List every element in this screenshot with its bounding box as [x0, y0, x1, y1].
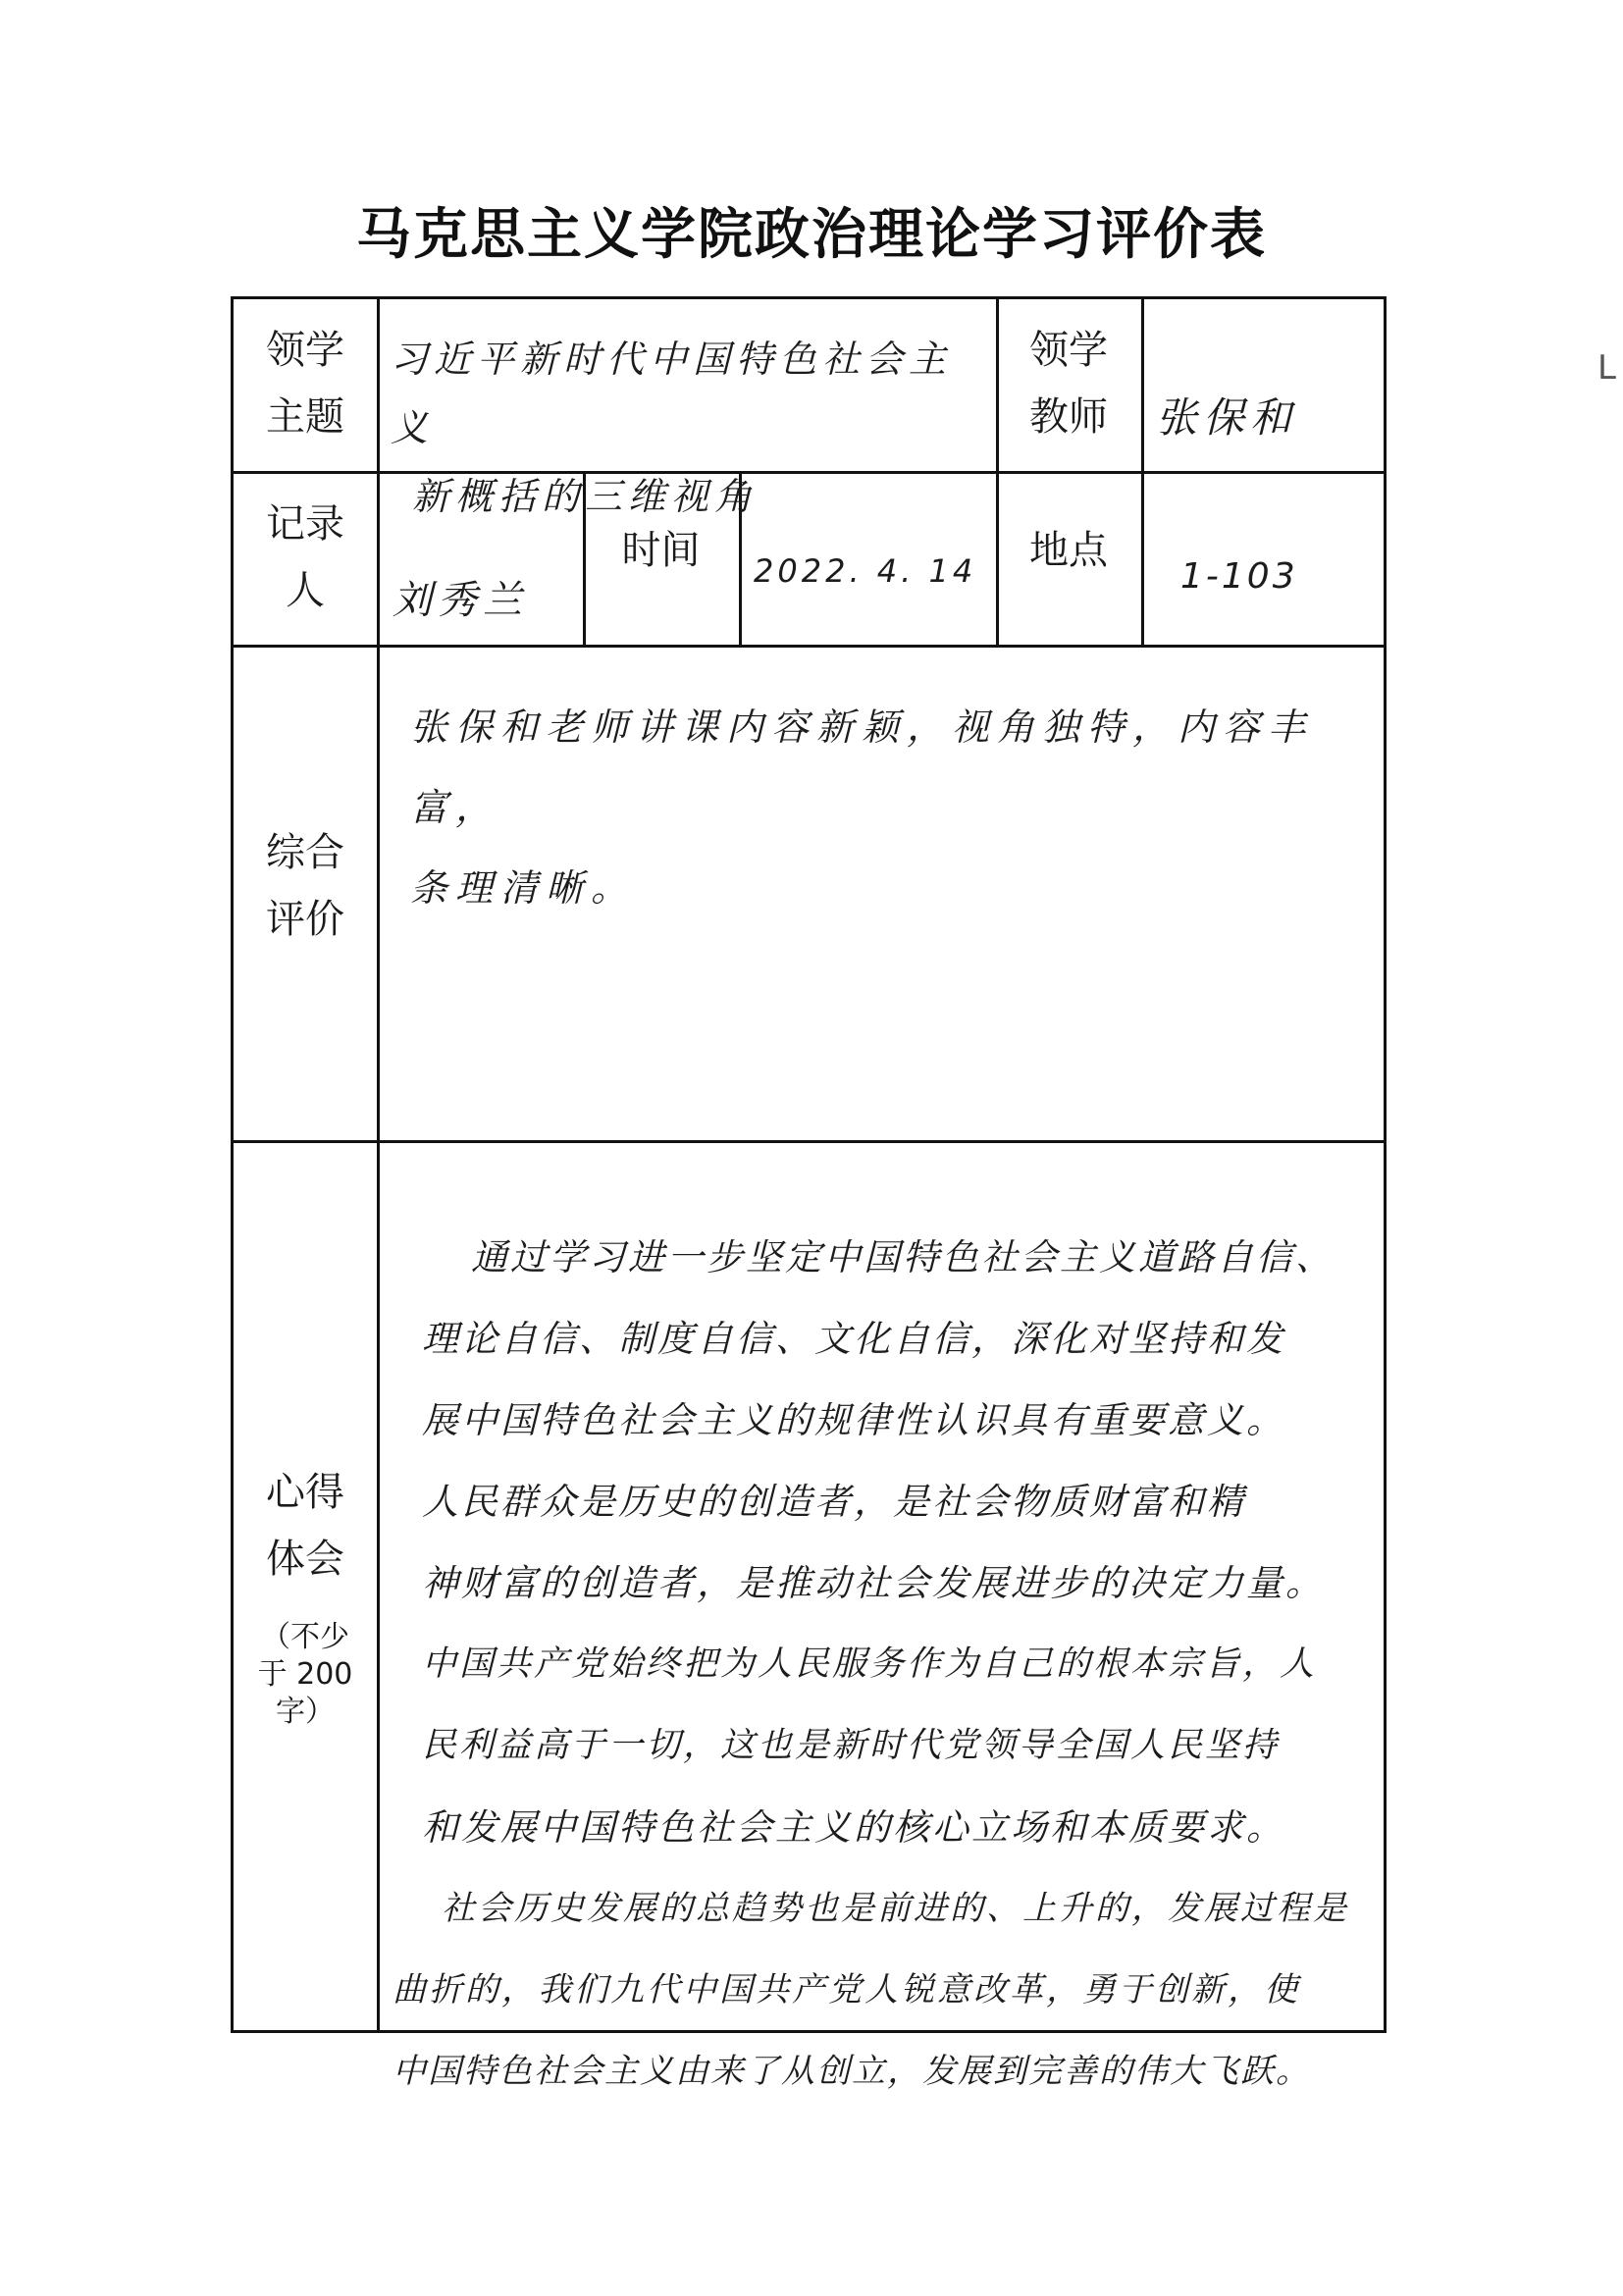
row-divider: [234, 1140, 1384, 1143]
recorder-label: 记录 人: [266, 501, 344, 613]
topic-value: 习近平新时代中国特色社会主义 新概括的三维视角: [391, 338, 953, 518]
column-divider: [377, 299, 380, 2030]
column-divider: [1141, 299, 1144, 645]
reflection-text: 通过学习进一步坚定中国特色社会主义道路自信、 理论自信、制度自信、文化自信，深化对坚持和发 展中国特色社会主义的规律性认识具有重要意义。 人民群众是历史的创造者，是社会物质财富和精 神财富的创造者，是推动社会发展进步的决定力量。 中国共产党始终把为人民服务作为自己的根本宗旨，人 民利益高于一切，这也是新时代党领导全国人民坚持 和发展中国特色社会主义的核心立场和本质要求。 社会历史发展的总趋势也是前进的、上升的，发展过程是 曲折的，我们九代中国共产党人锐意改革，勇于创新，使 中国特色社会主义由来了从创立，发展到完善的伟大飞跃。: [393, 1236, 1349, 2091]
evaluation-text: 张保和老师讲课内容新颖，视角独特，内容丰富， 条理清晰。: [410, 705, 1314, 910]
evaluation-form: [231, 296, 1387, 2091]
time-value: 2022. 4. 14: [754, 552, 977, 590]
reflection-label: 心得 体会: [266, 1470, 344, 1582]
topic-label: 领学 主题: [266, 328, 344, 440]
teacher-value: 张保和: [1156, 393, 1298, 442]
row-divider: [234, 645, 1384, 648]
page-title: 马克思主义学院政治理论学习评价表: [356, 202, 1267, 267]
recorder-value: 刘秀兰: [393, 578, 528, 623]
place-value: 1-103: [1180, 556, 1298, 597]
evaluation-label: 综合 评价: [266, 830, 344, 942]
time-label: 时间: [621, 528, 701, 573]
teacher-label: 领学 教师: [1029, 328, 1108, 440]
margin-mark: L: [1597, 348, 1616, 388]
place-label: 地点: [1029, 528, 1108, 573]
reflection-note: （不少 于 200 字）: [257, 1620, 353, 1729]
